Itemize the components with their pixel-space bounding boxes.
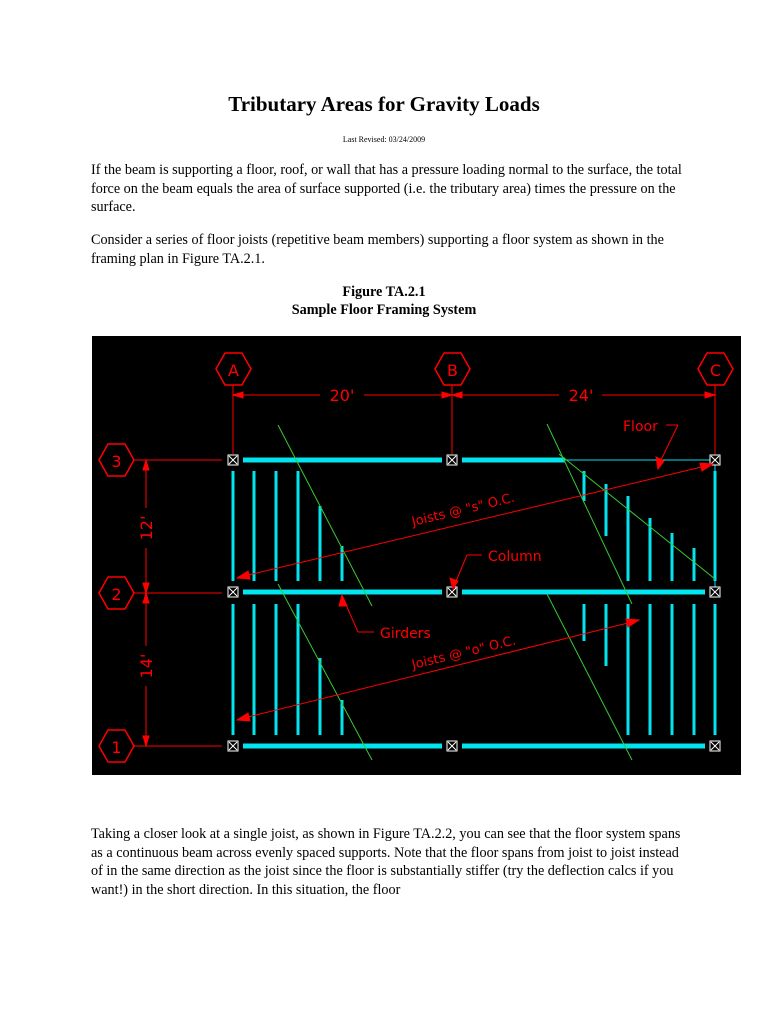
grid-bubble-b (435, 353, 470, 385)
figure-label: Figure TA.2.1 (342, 284, 426, 300)
grid-bubble-2 (99, 577, 134, 609)
intro-paragraph: If the beam is supporting a floor, roof, or wall that has a pressure loading normal to the surface, the total force on the beam equals the area of surface supported (i.e. the tributary area) times the pressure on the surface. (91, 162, 682, 215)
grid-bubble-1 (99, 730, 134, 762)
dimension-20ft: 20' (329, 386, 355, 405)
closer-look-paragraph: Taking a closer look at a single joist, as shown in Figure TA.2.2, you can see that the floor system spans as a continuous beam across evenly spaced supports. Note that the floor spans from joist to joist instead of in the same direction as the joist since the floor is substantially stiffer (try the deflection calcs if you want!) in the short direction. In this situation, the floor (91, 826, 681, 898)
joists-lower-label: Joists @ "o" O.C. (410, 633, 518, 673)
grid-label-a: A (228, 361, 239, 380)
last-revised-date: Last Revised: 03/24/2009 (342, 135, 426, 144)
grid-label-3: 3 (111, 452, 122, 471)
framing-plan-drawing (92, 336, 741, 775)
grid-bubble-a (216, 353, 251, 385)
grid-bubble-3 (99, 444, 134, 476)
joists-paragraph: Consider a series of floor joists (repetitive beam members) supporting a floor system as shown in the framing plan in Figure TA.2.1. (91, 232, 664, 267)
grid-label-2: 2 (111, 585, 122, 604)
grid-label-b: B (447, 361, 458, 380)
grid-label-1: 1 (111, 738, 122, 757)
grid-bubble-c (698, 353, 733, 385)
figure-caption: Sample Floor Framing System (291, 302, 477, 318)
dimension-24ft: 24' (568, 386, 594, 405)
floor-framing-figure (92, 336, 741, 775)
annotation-leaders (237, 425, 713, 721)
column-label: Column (488, 549, 542, 565)
girders-label: Girders (380, 626, 431, 642)
floor-label: Floor (623, 419, 658, 435)
page-title: Tributary Areas for Gravity Loads (228, 92, 540, 116)
dimension-12ft: 12' (137, 515, 156, 541)
joists-upper (233, 471, 715, 581)
grid-label-c: C (709, 361, 722, 380)
joists-lower (233, 604, 715, 735)
joists-upper-label: Joists @ "s" O.C. (410, 490, 517, 530)
dimension-14ft: 14' (137, 653, 156, 679)
